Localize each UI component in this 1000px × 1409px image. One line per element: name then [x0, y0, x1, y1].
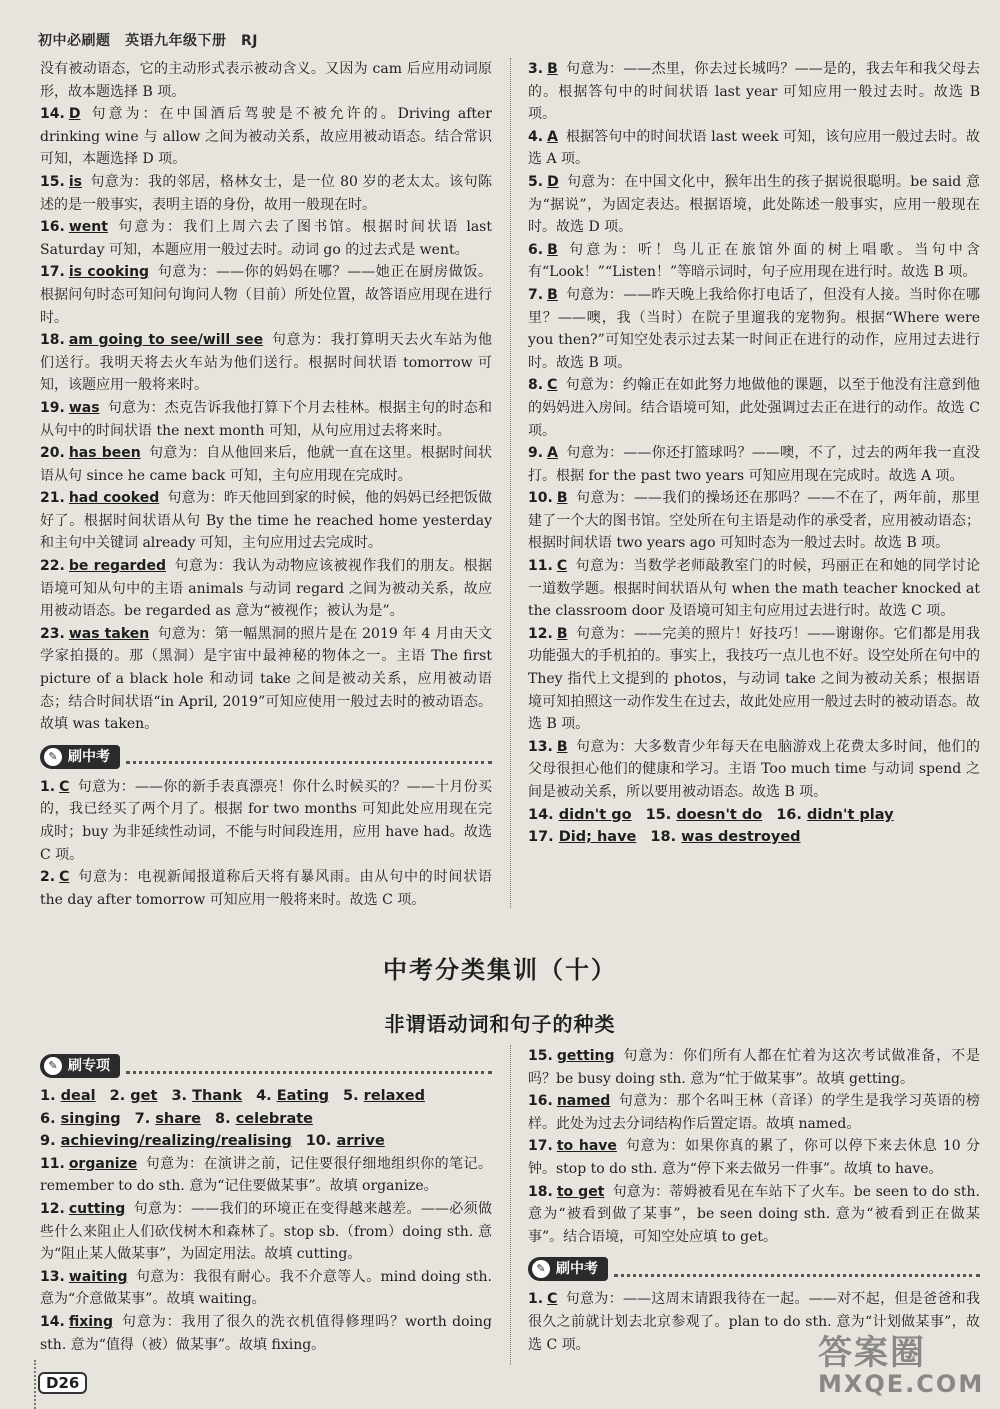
- item-explanation: 句意为：你们所有人都在忙着为这次考试做准备，不是吗？be busy doing sth. 意为“忙于做某事”。故填 getting。: [528, 1048, 980, 1087]
- item-answer: C: [547, 377, 558, 394]
- item-answer: C: [547, 1291, 558, 1308]
- answers-line: [40, 1085, 492, 1108]
- brush-icon: ✎: [44, 1057, 62, 1075]
- item-explanation: 句意为：第一幅黑洞的照片是在 2019 年 4 月由天文学家拍摄的。那（黑洞）是宇宙中最神秘的物体之一。主语 The first picture of a black hole 和动词 take 之间是被动关系，应用被动语态；结合时间状语“in April, 2019”可知应使用一般过去时的被动语态。故填 was taken。: [40, 625, 492, 733]
- badge-label: 刷中考: [556, 1261, 598, 1278]
- item-explanation: 句意为：那个名叫王林（音译）的学生是我学习英语的榜样。此处为过去分词结构作后置定语。故填 named。: [528, 1093, 980, 1132]
- item-answer: cutting: [68, 1200, 126, 1217]
- item-explanation: 句意为：我认为动物应该被视作我们的朋友。根据语境可知从句中的主语 animals 与动词 regard 之间为被动关系，故应用被动语态。be regarded as 意为“被视作；被认为是”。: [40, 558, 493, 620]
- item-answer: B: [547, 61, 558, 77]
- answer-text: was destroyed: [681, 829, 801, 846]
- item-explanation: 句意为：——你的新手表真漂亮！你什么时候买的？——十月份买的，我已经买了两个月了。根据 for two months 可知此处应用现在完成时；buy 为非延续性动词，不能与时间段连用，应用 have had。故选 C 项。: [40, 778, 492, 863]
- answer-text: share: [155, 1110, 202, 1127]
- item-number: 5.: [528, 173, 544, 190]
- answer-text: get: [130, 1088, 158, 1104]
- watermark-cn: 答案圈: [818, 1333, 926, 1373]
- answer-text: Eating: [276, 1088, 330, 1104]
- item-number: 9.: [528, 445, 544, 462]
- answer-item: [528, 58, 980, 126]
- item-number: 20.: [40, 445, 65, 462]
- item-explanation: 句意为：当数学老师敲教室门的时候，玛丽正在和她的同学讨论一道数学题。根据时间状语从句 when the math teacher knocked at the classroom door 及语境可知主句应用过去进行时。故选 C 项。: [528, 558, 980, 620]
- item-explanation: 句意为：约翰正在如此努力地做他的课题，以至于他没有注意到他的妈妈进入房间。结合语境可知，此处强调过去正在进行的动作。故选 C 项。: [528, 377, 980, 439]
- item-number: 13.: [40, 1268, 65, 1285]
- answers-line: [528, 826, 980, 849]
- answer-item: [40, 103, 492, 171]
- short-answer: 17. Did; have: [528, 829, 637, 846]
- item-answer: B: [547, 241, 558, 258]
- answer-item: [40, 623, 492, 736]
- answer-item: [40, 776, 492, 866]
- item-number: 16.: [40, 219, 65, 236]
- item-explanation: 句意为：我用了很久的洗衣机值得修理吗？worth doing sth. 意为“值得（被）做某事”。故填 fixing。: [40, 1313, 492, 1353]
- item-number: 3.: [528, 61, 544, 77]
- item-answer: to have: [556, 1138, 617, 1155]
- item-explanation: 句意为：——你的妈妈在哪？——她正在厨房做饭。根据问句时态可知问句询问人物（目前）所处位置，故答语应用现在进行时。: [40, 264, 493, 326]
- answer-item: [40, 329, 492, 397]
- badge-label: 刷中考: [68, 748, 110, 765]
- answer-item: [528, 374, 980, 442]
- answer-item: [528, 284, 980, 374]
- short-answer: 2. get: [109, 1088, 158, 1104]
- item-number: 18.: [40, 332, 65, 349]
- item-answer: was taken: [68, 625, 150, 642]
- item-number: 15.: [528, 1048, 553, 1064]
- right-column-top: [528, 58, 980, 849]
- watermark: [818, 1325, 988, 1397]
- answer-text: deal: [60, 1088, 96, 1104]
- answer-item: [40, 261, 492, 329]
- short-answer: 6. singing: [40, 1110, 121, 1127]
- item-explanation: 句意为：——杰里，你去过长城吗？——是的，我去年和我父母去的。根据答句中的时间状语 last year 可知应用一般过去时。故选 B 项。: [528, 61, 980, 123]
- answer-item: [40, 58, 492, 103]
- right-column-bottom: [528, 1045, 980, 1356]
- short-answer: 14. didn't go: [528, 806, 632, 823]
- item-answer: D: [68, 106, 81, 123]
- section-badge-row: [40, 1053, 492, 1079]
- answer-item: [40, 442, 492, 487]
- item-explanation: 句意为：大多数青少年每天在电脑游戏上花费太多时间，他们的父母很担心他们的健康和学习。主语 Too much time 与动词 spend 之间是被动关系，所以要用被动语态。故选 B 项。: [528, 738, 980, 800]
- column-divider-bottom: [510, 1045, 511, 1365]
- item-answer: organize: [68, 1155, 138, 1172]
- item-explanation: 句意为：——这周末请跟我待在一起。——对不起，但是爸爸和我很久之前就计划去北京参观了。plan to do sth. 意为“计划做某事”，故选 C 项。: [528, 1291, 980, 1353]
- short-answer: 4. Eating: [256, 1088, 330, 1104]
- item-number: 16.: [528, 1093, 553, 1110]
- item-answer: C: [556, 558, 568, 575]
- short-answer: 3. Thank: [171, 1088, 243, 1104]
- section-badge: [40, 745, 120, 769]
- dotted-rule: [614, 1262, 980, 1277]
- short-answer: 9. achieving/realizing/realising: [40, 1133, 292, 1150]
- short-answer: 15. doesn't do: [645, 806, 763, 823]
- item-answer: C: [59, 778, 70, 795]
- item-explanation: 句意为：我们上周六去了图书馆。根据时间状语 last Saturday 可知，本题应用一般过去时。动词 go 的过去式是 went。: [40, 219, 492, 258]
- answer-text: didn't play: [806, 806, 894, 823]
- item-explanation: 句意为：我很有耐心。我不介意等人。mind doing sth. 意为“介意做某事”。故填 waiting。: [40, 1268, 492, 1308]
- short-answer: 8. celebrate: [215, 1110, 314, 1127]
- item-number: 12.: [40, 1200, 65, 1217]
- answer-item: [40, 397, 492, 442]
- item-explanation: 句意为：——我们的环境正在变得越来越差。——必须做些什么来阻止人们砍伐树木和森林了。stop sb.（from）doing sth. 意为“阻止某人做某事”，为固定用法。故填 cutting。: [40, 1200, 492, 1263]
- answer-text: celebrate: [235, 1110, 314, 1127]
- answer-item: [40, 1311, 492, 1356]
- item-number: 6.: [528, 241, 544, 258]
- page-number: D26: [38, 1372, 87, 1394]
- item-number: 1.: [528, 1291, 544, 1308]
- item-answer: to get: [556, 1183, 605, 1200]
- answer-item: [528, 126, 980, 171]
- item-answer: A: [547, 445, 558, 462]
- item-answer: went: [68, 219, 108, 236]
- item-answer: is: [68, 173, 82, 190]
- item-answer: B: [547, 286, 558, 303]
- page-header: 初中必刷题 英语九年级下册 RJ: [38, 33, 258, 49]
- item-answer: D: [547, 173, 559, 190]
- section-badge-row: [528, 1256, 980, 1282]
- item-explanation: 句意为：——昨天晚上我给你打电话了，但没有人接。当时你在哪里？——噢，我（当时）在院子里遛我的宠物狗。根据“Where were you then?”可知空处表示过去某一时间正在进行的动作，应用过去进行时。故选 B 项。: [528, 286, 980, 371]
- item-answer: waiting: [68, 1268, 128, 1285]
- brush-icon: ✎: [532, 1260, 550, 1278]
- item-answer: fixing: [68, 1313, 114, 1330]
- item-number: 17.: [528, 1138, 553, 1155]
- item-answer: C: [59, 869, 70, 886]
- item-number: 7.: [528, 286, 544, 303]
- item-answer: has been: [68, 445, 141, 462]
- answers-line: [40, 1130, 492, 1153]
- item-answer: B: [556, 625, 568, 642]
- answers-line: [40, 1108, 492, 1131]
- dotted-rule: [126, 1059, 492, 1074]
- answer-text: doesn't do: [676, 806, 763, 823]
- item-explanation: 句意为：如果你真的累了，你可以停下来去休息 10 分钟。stop to do sth. 意为“停下来去做另一件事”。故填 to have。: [528, 1138, 980, 1177]
- answer-text: achieving/realizing/realising: [60, 1133, 292, 1150]
- item-explanation: 句意为：电视新闻报道称后天将有暴风雨。由从句中的时间状语 the day after tomorrow 可知应用一般将来时。故选 C 项。: [40, 869, 492, 908]
- section-badge: [40, 1054, 120, 1078]
- answer-item: [40, 1153, 492, 1198]
- answer-item: [40, 866, 492, 911]
- item-number: 12.: [528, 625, 553, 642]
- item-number: 13.: [528, 738, 553, 755]
- short-answer: 1. deal: [40, 1088, 96, 1104]
- item-number: 1.: [40, 778, 56, 795]
- answer-item: [528, 171, 980, 239]
- answer-item: [40, 487, 492, 555]
- corner-decoration: [0, 1360, 36, 1409]
- answer-text: didn't go: [558, 806, 632, 823]
- item-explanation: 句意为：——你还打篮球吗？——噢，不了，过去的两年我一直没打。根据 for the past two years 可知应用现在完成时。故选 A 项。: [528, 445, 980, 484]
- item-explanation: 句意为：——我们的操场还在那吗？——不在了，两年前，那里建了一个大的图书馆。空处所在句主语是动作的承受者，应用被动语态；根据时间状语 two years ago 可知时态为一般过去时。故选 B 项。: [528, 490, 980, 552]
- answer-text: singing: [60, 1110, 121, 1127]
- item-explanation: 句意为：杰克告诉我他打算下个月去桂林。根据主句的时态和从句中的时间状语 the next month 可知，从句应用过去将来时。: [40, 399, 492, 439]
- answer-item: [528, 555, 980, 623]
- item-number: 22.: [40, 558, 65, 575]
- item-explanation: 没有被动语态，它的主动形式表示被动含义。又因为 cam 后应用动词原形，故本题选择 B 项。: [40, 61, 492, 100]
- answer-item: [40, 555, 492, 623]
- brush-icon: ✎: [44, 748, 62, 766]
- answer-item: [40, 1198, 492, 1266]
- short-answer: 5. relaxed: [343, 1088, 425, 1104]
- item-number: 14.: [40, 1313, 65, 1330]
- answer-text: relaxed: [363, 1088, 425, 1104]
- answer-text: Thank: [192, 1088, 243, 1104]
- item-explanation: 句意为：——完美的照片！好技巧！——谢谢你。它们都是用我功能强大的手机拍的。事实上，我技巧一点儿也不好。设空处所在句中的 They 指代上文提到的 photos，与动词 take 之间为被动关系；根据语境可知拍照这一动作发生在过去，故此处应用一般过去时的被动语态。故选 B 项。: [528, 625, 980, 733]
- item-number: 18.: [528, 1183, 553, 1200]
- item-answer: getting: [556, 1048, 615, 1064]
- item-explanation: 句意为：我的邻居，格林女士，是一位 80 岁的老太太。该句陈述的是一般事实，表明主语的身份，故用一般现在时。: [40, 173, 492, 213]
- dotted-rule: [126, 749, 492, 764]
- left-column-bottom: [40, 1045, 492, 1356]
- answer-item: [40, 171, 492, 216]
- item-number: 15.: [40, 173, 65, 190]
- item-answer: had cooked: [68, 490, 160, 507]
- item-number: 17.: [40, 264, 65, 281]
- answer-item: [528, 1090, 980, 1135]
- item-explanation: 句意为：听！鸟儿正在旅馆外面的树上唱歌。当句中含有“Look！”“Listen！”等暗示词时，句子应用现在进行时。故选 B 项。: [528, 241, 980, 281]
- item-explanation: 句意为：自从他回来后，他就一直在这里。根据时间状语从句 since he came back 可知，主句应用现在完成时。: [40, 445, 492, 484]
- short-answer: 16. didn't play: [776, 806, 894, 823]
- item-explanation: 句意为：蒂姆被看见在车站下了火车。be seen to do sth. 意为“被看到做了某事”，be seen doing sth. 意为“被看到正在做某事”。结合语境，可知空处应填 to get。: [528, 1183, 980, 1245]
- item-answer: named: [556, 1093, 611, 1110]
- item-number: 19.: [40, 399, 65, 416]
- item-answer: was: [68, 399, 100, 416]
- section-subtitle: 非谓语动词和句子的种类: [384, 1012, 616, 1036]
- item-answer: is cooking: [68, 264, 150, 281]
- answer-item: [528, 487, 980, 555]
- item-answer: A: [547, 128, 558, 145]
- item-explanation: 句意为：昨天他回到家的时候，他的妈妈已经把饭做好了。根据时间状语从句 By the time he reached home yesterday 和主句中关键词 already 可知，主句应用过去完成时。: [40, 490, 493, 552]
- answer-item: [528, 239, 980, 284]
- item-explanation: 句意为：在中国酒后驾驶是不被允许的。Driving after drinking wine 与 allow 之间为被动关系，故应用被动语态。结合常识可知，本题选择 D 项。: [40, 106, 492, 168]
- item-number: 10.: [528, 490, 553, 507]
- item-number: 11.: [528, 558, 553, 575]
- item-explanation: 句意为：在演讲之前，记住要很仔细地组织你的笔记。remember to do sth. 意为“记住要做某事”。故填 organize。: [40, 1155, 492, 1195]
- item-number: 8.: [528, 377, 544, 394]
- item-explanation: 句意为：我打算明天去火车站为他们送行。我明天将去火车站为他们送行。根据时间状语 tomorrow 可知，该题应用一般将来时。: [40, 332, 493, 394]
- item-answer: am going to see/will see: [68, 332, 264, 349]
- item-explanation: 句意为：在中国文化中，猴年出生的孩子据说很聪明。be said 意为“据说”，为固定表达。根据语境，此处陈述一般事实，应用一般现在时。故选 D 项。: [528, 173, 980, 236]
- column-divider-top: [510, 58, 511, 908]
- item-number: 2.: [40, 869, 56, 886]
- section-badge: [528, 1257, 608, 1281]
- badge-label: 刷专项: [68, 1057, 110, 1074]
- item-explanation: 根据答句中的时间状语 last week 可知，该句应用一般过去时。故选 A 项。: [528, 128, 980, 168]
- short-answer: 7. share: [134, 1110, 202, 1127]
- item-answer: B: [556, 738, 568, 755]
- item-number: 21.: [40, 490, 65, 507]
- item-number: 11.: [40, 1155, 65, 1172]
- answer-item: [528, 1135, 980, 1180]
- section-title: 中考分类集训（十）: [383, 956, 617, 984]
- section-badge-row: [40, 744, 492, 770]
- answers-line: [528, 804, 980, 827]
- item-number: 14.: [40, 106, 65, 123]
- answer-item: [528, 1181, 980, 1249]
- short-answer: 18. was destroyed: [650, 829, 801, 846]
- answer-item: [528, 623, 980, 736]
- answer-item: [40, 216, 492, 261]
- answer-text: arrive: [336, 1133, 385, 1150]
- answer-item: [40, 1266, 492, 1311]
- answer-text: Did; have: [558, 829, 637, 846]
- short-answer: 10. arrive: [305, 1133, 385, 1150]
- answer-item: [528, 1045, 980, 1090]
- left-column-top: [40, 58, 492, 911]
- item-number: 4.: [528, 128, 544, 145]
- answer-item: [528, 736, 980, 804]
- answer-item: [528, 442, 980, 487]
- watermark-en: MXQE.COM: [818, 1370, 985, 1398]
- item-answer: B: [556, 490, 568, 507]
- item-answer: be regarded: [68, 558, 166, 575]
- item-number: 23.: [40, 625, 65, 642]
